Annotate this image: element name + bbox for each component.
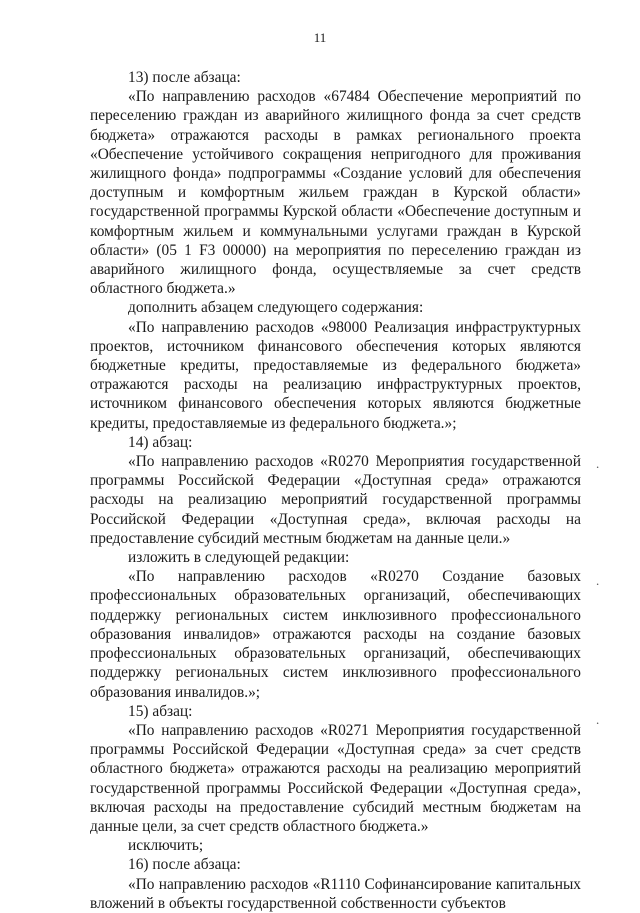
paragraph-quote-r1110: «По направлению расходов «R1110 Софинансирование капитальных вложений в объекты государственной собственности субъектов [90, 875, 581, 912]
paragraph-item-15-heading: 15) абзац: [128, 702, 193, 720]
paragraph-item-14-heading: 14) абзац: [128, 433, 193, 451]
paragraph-item-16-heading: 16) после абзаца: [128, 856, 241, 874]
paragraph-quote-r0270-old: «По направлению расходов «R0270 Мероприятия государственной программы Российской Федерации «Доступная среда» отражаются расходы на реализацию мероприятий государственной программы Российской Федерации «Доступная среда», включая расходы на предоставление субсидий местным бюджетам на данные цели.» [90, 453, 581, 547]
paragraph-supplement-instruction: дополнить абзацем следующего содержания: [128, 299, 424, 317]
margin-mark: . [596, 712, 600, 727]
document-body [90, 68, 581, 913]
paragraph-quote-r0270-new: «По направлению расходов «R0270 Создание базовых профессиональных образовательных организаций, обеспечивающих поддержку региональных систем инклюзивного профессионального образования инвалидов» отражаются расходы на создание базовых профессиональных образовательных организаций, обеспечивающих поддержку региональных систем инклюзивного профессионального образования инвалидов.»; [90, 568, 581, 701]
paragraph-restate-instruction: изложить в следующей редакции: [128, 549, 350, 567]
paragraph-quote-67484: «По направлению расходов «67484 Обеспечение мероприятий по переселению граждан из аварийного жилищного фонда за счет средств бюджета» отражаются расходы в рамках регионального проекта «Обеспечение устойчивого сокращения непригодного для проживания жилищного фонда» подпрограммы «Создание условий для обеспечения доступным и комфортным жильем граждан в Курской области» государственной программы Курской области «Обеспечение доступным и комфортным жильем и коммунальными услугами граждан в Курской области» (05 1 F3 00000) на мероприятия по переселению граждан из аварийного жилищного фонда, осуществляемые за счет средств областного бюджета.» [90, 88, 581, 298]
margin-mark: . [596, 456, 600, 471]
paragraph-quote-r0271: «По направлению расходов «R0271 Мероприятия государственной программы Российской Федерации «Доступная среда» за счет средств областного бюджета» отражаются расходы на реализацию мероприятий государственной программы Российской Федерации «Доступная среда», включая расходы на предоставление субсидий местным бюджетам на данные цели, за счет средств областного бюджета.» [90, 721, 581, 835]
paragraph-exclude-instruction: исключить; [128, 837, 204, 855]
paragraph-quote-98000: «По направлению расходов «98000 Реализация инфраструктурных проектов, источником финансового обеспечения которых являются бюджетные кредиты, предоставляемые из федерального бюджета» отражаются расходы на реализацию инфраструктурных проектов, источником финансового обеспечения которых являются бюджетные кредиты, предоставляемые из федерального бюджета.»; [90, 318, 581, 432]
page-number: 11 [313, 30, 327, 45]
margin-mark: . [596, 573, 600, 588]
paragraph-item-13-heading: 13) после абзаца: [128, 69, 241, 86]
